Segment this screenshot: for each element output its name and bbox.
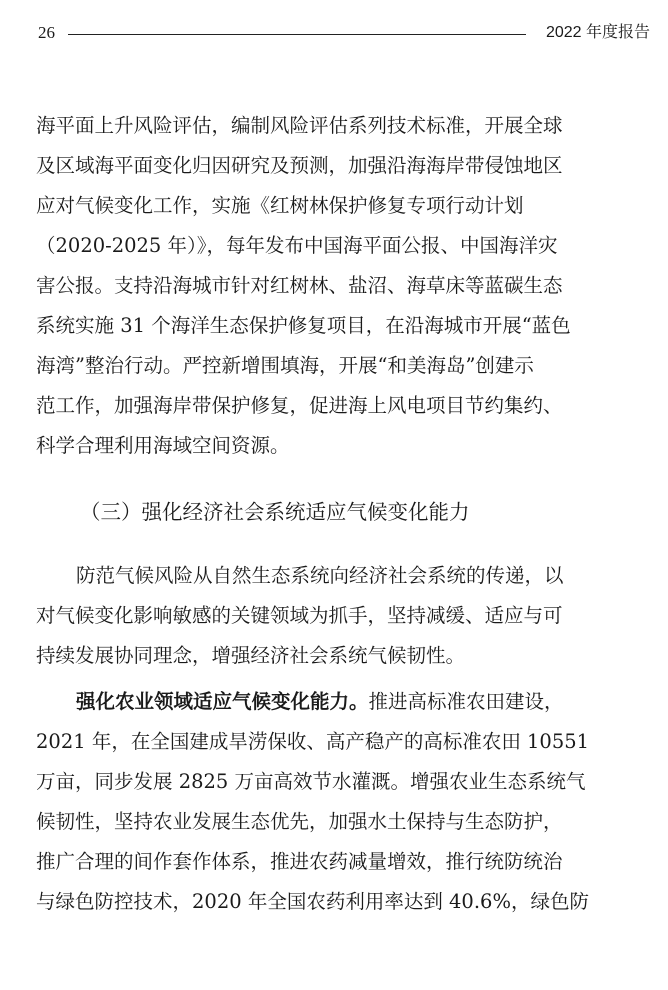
text-line: 海湾”整治行动。严控新增围填海，开展“和美海岛”创建示 [36,354,534,377]
text-line: 持续发展协同理念，增强经济社会系统气候韧性。 [36,644,466,667]
text-line: 2021 年，在全国建成旱涝保收、高产稳产的高标准农田 10551 [36,730,590,753]
header-rule [68,34,526,35]
text-line: 候韧性，坚持农业发展生态优先，加强水土保持与生态防护， [36,810,563,833]
text-line: 海平面上升风险评估，编制风险评估系列技术标准，开展全球 [36,114,563,137]
text-line: 防范气候风险从自然生态系统向经济社会系统的传递，以 [76,564,564,587]
text-line: 系统实施 31 个海洋生态保护修复项目，在沿海城市开展“蓝色 [36,314,571,337]
page-header [38,18,650,48]
lead-line [36,682,644,722]
section-heading: （三）强化经济社会系统适应气候变化能力 [80,500,470,524]
text-line: 万亩，同步发展 2825 万亩高效节水灌溉。增强农业生态系统气 [36,770,586,793]
page-body [36,106,644,922]
paragraph-agriculture [36,682,644,922]
text-line: 科学合理利用海域空间资源。 [36,434,290,457]
lead-bold-text: 强化农业领域适应气候变化能力。 [76,690,369,713]
text-line: 应对气候变化工作，实施《红树林保护修复专项行动计划 [36,194,524,217]
text-line: 与绿色防控技术，2020 年全国农药利用率达到 40.6%，绿色防 [36,890,589,913]
text-line: 对气候变化影响敏感的关键领域为抓手，坚持减缓、适应与可 [36,604,563,627]
text-line: 害公报。支持沿海城市针对红树林、盐沼、海草床等蓝碳生态 [36,274,563,297]
page-number: 26 [38,23,55,42]
paragraph-climate-risk [36,556,644,676]
report-title: 2022 年度报告 [545,24,650,41]
text-line: 范工作，加强海岸带保护修复，促进海上风电项目节约集约、 [36,394,563,417]
paragraph-sea-level [36,106,644,466]
lead-rest-text: 推进高标准农田建设， [368,690,564,713]
text-line: （2020-2025 年）》，每年发布中国海平面公报、中国海洋灾 [36,234,558,257]
text-line: 推广合理的间作套作体系，推进农药减量增效，推行统防统治 [36,850,563,873]
text-line: 及区域海平面变化归因研究及预测，加强沿海海岸带侵蚀地区 [36,154,563,177]
